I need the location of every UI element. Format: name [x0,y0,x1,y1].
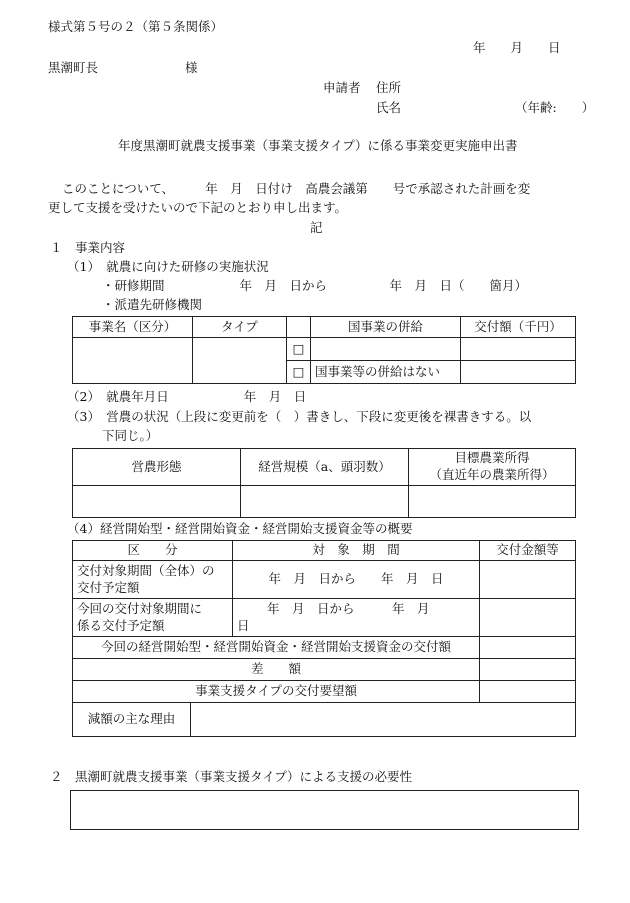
body-line-1: このことについて、 年 月 日付け 高農会議第 号で承認された計画を変 [62,181,531,196]
row-request-amount[interactable] [480,681,576,703]
row-difference-label: 差 額 [73,659,480,681]
row-current-period [233,599,480,637]
section2-heading: ２ 黒潮町就農支援事業（事業支援タイプ）による支援の必要性 [50,769,413,784]
header-amount: 交付金額等 [480,541,576,561]
row-current-label-line1: 今回の交付対象期間に [77,600,203,616]
row-request-label: 事業支援タイプの交付要望額 [73,681,480,703]
header-type: タイプ [193,317,287,338]
row-current-amount[interactable] [480,599,576,637]
national-project-cell[interactable] [311,338,461,361]
row-total-label-line1: 交付対象期間（全体）の [77,562,215,578]
row-current-period-line2: 日 [237,617,250,633]
item2-farming-date: （2） 就農年月日 年 月 日 [67,389,307,404]
target-income-line1: 目標農業所得 [454,450,530,466]
row-total-amount[interactable] [480,561,576,599]
row-grant-amount[interactable] [480,637,576,659]
grant-amount-cell-1[interactable] [461,338,576,361]
row-total-label [73,561,233,599]
target-income-line2: （直近年の農業所得） [429,467,555,482]
header-project-name: 事業名（区分） [73,317,193,338]
body-line-2: 更して支援を受けたいので下記のとおり申し出ます。 [48,200,348,215]
farming-status-table [72,448,576,518]
header-national-project: 国事業の併給 [311,317,461,338]
row-difference-amount[interactable] [480,659,576,681]
checkbox-2[interactable]: □ [287,361,311,384]
training-table [72,316,576,384]
date-line: 年 月 日 [473,40,561,55]
dispatch-institution: ・派遣先研修機関 [102,297,203,312]
training-period: ・研修期間 年 月 日から 年 月 日（ 箇月） [102,278,528,293]
row-current-label [73,599,233,637]
row-total-period: 年 月 日から 年 月 日 [233,561,480,599]
row-reason-field[interactable] [191,703,576,737]
project-name-cell[interactable] [73,338,193,384]
type-cell[interactable] [193,338,287,384]
address-label: 住所 [376,80,402,95]
row-grant-label: 今回の経営開始型・経営開始資金・経営開始支援資金の交付額 [73,637,480,659]
scale-cell[interactable] [241,486,409,518]
row-current-label-line2: 係る交付予定額 [77,617,165,633]
target-income-cell[interactable] [409,486,576,518]
header-farming-type: 営農形態 [73,449,241,486]
section1-heading: １ 事業内容 [50,240,126,255]
header-category: 区 分 [73,541,233,561]
no-national-project-label: 国事業等の併給はない [311,361,461,384]
item3-line-2: 下同じ。） [102,428,159,443]
item3-line-1: （3） 営農の状況（上段に変更前を（ ）書きし、下段に変更後を裸書きする。以 [67,409,532,424]
item4-label: （4）経営開始型・経営開始資金・経営開始支援資金等の概要 [67,521,413,536]
row-total-label-line2: 交付予定額 [77,579,140,595]
header-blank [287,317,311,338]
name-label: 氏名 [376,100,402,115]
applicant-label: 申請者 [323,80,361,95]
age-label: （年齢: ） [515,100,595,115]
ki-label: 記 [310,220,323,235]
grant-summary-table [72,540,576,737]
checkbox-1[interactable]: □ [287,338,311,361]
form-number: 様式第５号の２（第５条関係） [48,19,224,34]
row-current-period-line1: 年 月 日から 年 月 [267,600,430,616]
grant-amount-cell-2[interactable] [461,361,576,384]
header-period: 対 象 期 間 [233,541,480,561]
header-grant-amount: 交付額（千円） [461,317,576,338]
item1-label: （1） 就農に向けた研修の実施状況 [67,259,269,274]
necessity-field[interactable] [70,790,579,830]
header-target-income [409,449,576,486]
document-title: 年度黒潮町就農支援事業（事業支援タイプ）に係る事業変更実施申出書 [118,138,518,153]
farming-type-cell[interactable] [73,486,241,518]
row-reason-label: 減額の主な理由 [73,703,191,737]
addressee: 黒潮町長 [48,60,99,75]
header-scale: 経営規模（a、頭羽数） [241,449,409,486]
addressee-honorific: 様 [185,60,198,75]
